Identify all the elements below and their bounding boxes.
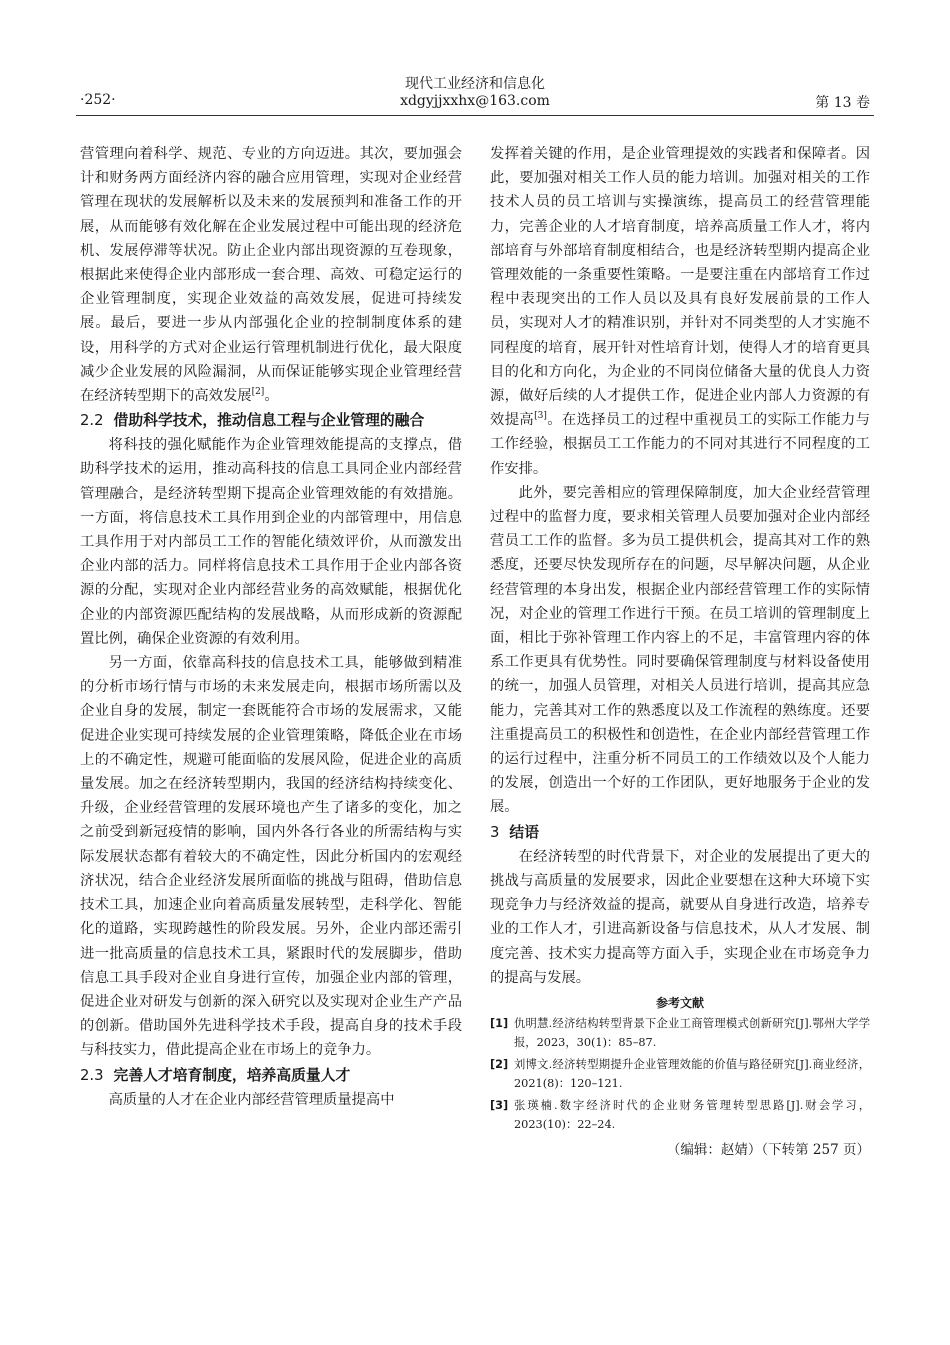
section-heading-3: 3 结语 <box>490 823 540 841</box>
left-column <box>80 142 462 1112</box>
paragraph: 在经济转型的时代背景下，对企业的发展提出了更大的挑战与高质量的发展要求，因此企业要想在这种大环境下实现竞争力与经济效益的提高，就要从自身进行改造，培养专业的工作人才，引进高新设备与信息技术，从人才发展、制度完善、技术实力提高等方面入手，实现企业在市场竞争力的提高与发展。 <box>490 848 870 986</box>
volume-label: 第 13 卷 <box>815 95 870 111</box>
reference-item: [3] 张瑛楠.数字经济时代的企业财务管理转型思路[J].财会学习，2023(10)：22–24. <box>490 1098 870 1131</box>
journal-email: xdgyjjxxhx@163.com <box>400 93 550 109</box>
references-title: 参考文献 <box>655 995 704 1010</box>
header-rule <box>76 115 874 116</box>
paragraph-continued: 营管理向着科学、规范、专业的方向迈进。其次，要加强会计和财务两方面经济内容的融合应用管理，实现对企业经营管理在现状的发展解析以及未来的发展预判和准备工作的开展，从而能够有效化解在企业发展过程中可能出现的经济危机、发展停滞等状况。防止企业内部出现资源的互卷现象，根据此来使得企业内部形成一套合理、高效、可稳定运行的企业管理制度，实现企业效益的高效发展，促进可持续发展。最后，要进一步从内部强化企业的控制制度体系的建设，用科学的方式对企业运行管理机制进行优化，最大限度减少企业发展的风险漏洞，从而保证能够实现企业管理经营在经济转型期下的高效发展[2]。 <box>80 146 462 405</box>
editor-note: （编辑：赵婧）（下转第 257 页） <box>666 1141 870 1158</box>
section-heading-2-3: 2.3 完善人才培育制度，培养高质量人才 <box>80 1066 351 1084</box>
paragraph: 将科技的强化赋能作为企业管理效能提高的支撑点，借助科学技术的运用，推动高科技的信息工具同企业内部经营管理融合，是经济转型期下提高企业管理效能的有效措施。一方面，将信息技术工具作用到企业的内部管理中，用信息工具作用于对内部员工工作的智能化绩效评价，从而激发出企业内部的活力。同样将信息技术工具作用于企业内部各资源的分配，实现对企业内部经营业务的高效赋能，根据优化企业的内部资源匹配结构的发展战略，从而形成新的资源配置比例，确保企业资源的有效利用。 <box>80 437 462 647</box>
paragraph: 此外，要完善相应的管理保障制度，加大企业经营管理过程中的监督力度，要求相关管理人员要加强对企业内部经营员工工作的监督。多为员工提供机会，提高其对工作的熟悉度，还要尽快发现所存在的问题，尽早解决问题，从企业经营管理的本身出发，根据企业内部经营管理工作的实际情况，对企业的管理工作进行干预。在员工培训的管理制度上面，相比于弥补管理工作内容上的不足，丰富管理内容的体系工作更具有优势性。同时要确保管理制度与材料设备使用的统一，加强人员管理，对相关人员进行培训，提高其应急能力，完善其对工作的熟悉度以及工作流程的熟练度。还要注重提高员工的积极性和创造性，在企业内部经营管理工作的运行过程中，注重分析不同员工的工作绩效以及个人能力的发展，创造出一个好的工作团队，更好地服务于企业的发展。 <box>490 484 870 816</box>
page-number: ·252· <box>80 92 116 108</box>
paragraph: 高质量的人才在企业内部经营管理质量提高中 <box>108 1091 395 1108</box>
right-column <box>490 142 870 1162</box>
section-heading-2-2: 2.2 借助科学技术，推动信息工程与企业管理的融合 <box>80 412 425 430</box>
citation[interactable]: [2] <box>251 387 265 398</box>
citation[interactable]: [3] <box>534 411 547 422</box>
journal-title: 现代工业经济和信息化 <box>405 76 545 92</box>
paragraph-continued: 发挥着关键的作用，是企业管理提效的实践者和保障者。因此，要加强对相关工作人员的能力培训。加强对相关的工作技术人员的员工培训与实操演练，提高员工的经营管理能力，完善企业的人才培育制度，培养高质量工作人才，将内部培育与外部培育制度相结合，也是经济转型期内提高企业管理效能的一条重要性策略。一是要注重在内部培育工作过程中表现突出的工作人员以及具有良好发展前景的工作人员，实现对人才的精准识别，并针对不同类型的人才实施不同程度的培育，展开针对性培育计划，使得人才的培育更具目的化和方向化，为企业的不同岗位储备大量的优良人力资源，做好后续的人才提供工作，促进企业内部人力资源的有效提高[3]。在选择员工的过程中重视员工的实际工作能力与工作经验，根据员工工作能力的不同对其进行不同程度的工作安排。 <box>490 146 871 477</box>
paragraph: 另一方面，依靠高科技的信息技术工具，能够做到精准的分析市场行情与市场的未来发展走向，根据市场所需以及企业自身的发展，制定一套既能符合市场的发展需求，又能促进企业实现可持续发展的企业管理策略，降低企业在市场上的不确定性，规避可能面临的发展风险，促进企业的高质量发展。加之在经济转型期内，我国的经济结构持续变化、升级，企业经营管理的发展环境也产生了诸多的变化，加之之前受到新冠疫情的影响，国内外各行各业的所需结构与实际发展状态都有着较大的不确定性，因此分析国内的宏观经济状况，结合企业经济发展所面临的挑战与阻碍，借助信息技术工具，加速企业向着高质量发展转型，走科学化、智能化的道路，实现跨越性的阶段发展。另外，企业内部还需引进一批高质量的信息技术工具，紧跟时代的发展脚步，借助信息工具手段对企业自身进行宣传，加强企业内部的管理，促进企业对研发与创新的深入研究以及实现对企业生产产品的创新。借助国外先进科学技术手段，提高自身的技术手段与科技实力，借此提高企业在市场上的竞争力。 <box>80 655 462 1059</box>
reference-item: [1] 仇明慧.经济结构转型背景下企业工商管理模式创新研究[J].鄂州大学学报，2023，30(1)：85–87. <box>490 1016 870 1049</box>
reference-item: [2] 刘博文.经济转型期提升企业管理效能的价值与路径研究[J].商业经济，2021(8)：120–121. <box>490 1057 870 1090</box>
journal-header <box>0 76 950 110</box>
